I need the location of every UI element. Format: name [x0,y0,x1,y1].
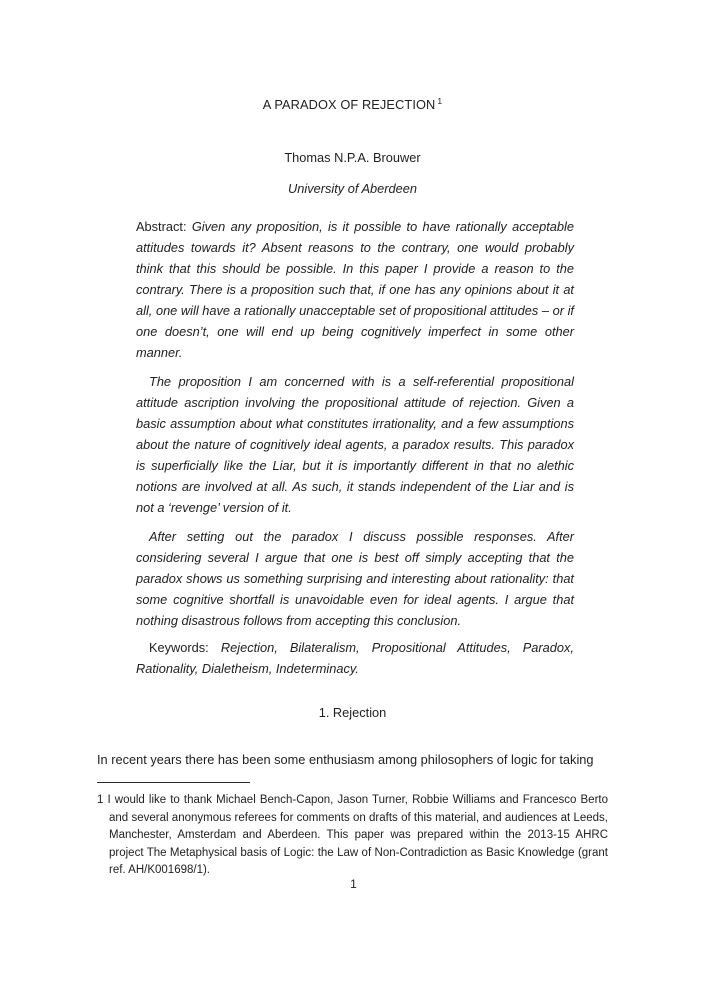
keywords-paragraph [136,637,574,679]
footnote-marker: 1 [97,794,104,806]
keywords-label: Keywords: [149,640,209,655]
author-name: Thomas N.P.A. Brouwer [284,150,421,165]
body-opening-paragraph: In recent years there has been some enthusiasm among philosophers of logic for taking [97,752,594,767]
abstract-paragraph-1-text: Given any proposition, is it possible to have rationally acceptable attitudes towards it? Absent reasons to the contrary, one would probably think that this should be possible. In this paper I provide a reason to the contrary. There is a proposition such that, if one has any opinions about it at all, one will have a rationally unacceptable set of propositional attitudes – or if one doesn’t, one will end up being cognitively imperfect in some other manner. [136,219,575,360]
paper-title-text: A PARADOX OF REJECTION [262,97,436,112]
footnote-text: I would like to thank Michael Bench-Capon, Jason Turner, Robbie Williams and Francesco Berto and several anonymous referees for comments on drafts of this material, and audiences at Leeds, Manchester, Amsterdam and Aberdeen. This paper was prepared within the 2013-15 AHRC project The Metaphysical basis of Logic: the Law of Non-Contradiction as Basic Knowledge (grant ref. AH/K001698/1). [107,794,608,877]
abstract-paragraph-1 [136,216,574,363]
footnote-1 [97,792,608,880]
paper-header [97,95,608,199]
abstract-section [136,216,574,679]
author-affiliation: University of Aberdeen [288,181,417,196]
footnote-area [97,782,608,880]
page-number: 1 [350,877,357,891]
paper-title [97,95,608,115]
abstract-label: Abstract: [136,219,187,234]
title-footnote-ref: 1 [437,95,443,106]
abstract-paragraph-3: After setting out the paradox I discuss possible responses. After considering several I argue that one is best off simply accepting that the paradox shows us something surprising and interesting about rationality: that some cognitive shortfall is unavoidable even for ideal agents. I argue that nothing disastrous follows from accepting this conclusion. [136,529,574,628]
keywords-text: Rejection, Bilateralism, Propositional Attitudes, Paradox, Rationality, Dialetheism, Indeterminacy. [136,640,574,676]
abstract-paragraph-2: The proposition I am concerned with is a self-referential propositional attitude ascription involving the propositional attitude of rejection. Given a basic assumption about what constitutes irrationality, and a few assumptions about the nature of cognitively ideal agents, a paradox results. This paradox is superficially like the Liar, but it is importantly different in that no alethic notions are involved at all. As such, it stands independent of the Liar and is not a ‘revenge’ version of it. [136,374,574,515]
section-heading: 1. Rejection [318,705,387,720]
footnote-separator [97,782,250,783]
